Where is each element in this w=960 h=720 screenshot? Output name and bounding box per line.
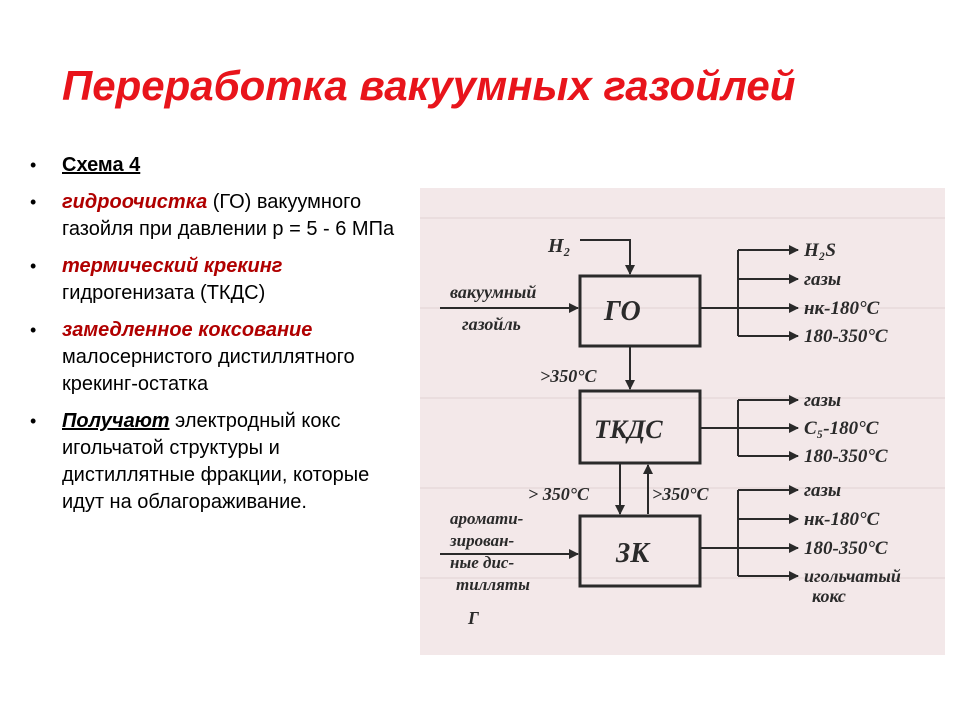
bullet-dot-icon: • [30,411,37,431]
tkds-out-gases: газы [804,390,842,411]
result-term: Получают [62,410,170,432]
h2-input-label: H₂ [548,235,571,257]
bullet-scheme [20,152,410,179]
bullet-cracking [20,253,410,307]
go-out-gases: газы [804,269,842,290]
go-out-h2s: H₂S [804,240,836,261]
bullet-dot-icon: • [30,155,37,175]
hydrotreating-term: гидроочистка [62,191,208,213]
bullet-dot-icon: • [30,192,37,212]
tkds-to-zk-label: > 350°C [528,484,589,504]
bullet-dot-icon: • [30,256,37,276]
zk-out-nk180: нк-180°C [804,509,880,530]
coking-text: малосернистого дистиллятного крекинг-остатка [62,346,355,395]
go-out-180-350: 180-350°C [804,326,888,347]
bullet-result [20,408,410,516]
result-text: электродный кокс игольчатой структуры и дистиллятные фракции, которые идут на облагораживание. [62,410,370,513]
cracking-text: гидрогенизата (ТКДС) [62,282,266,304]
hydrotreating-text: (ГО) вакуумного газойля при давлении р = 5 - 6 МПа [62,191,395,240]
arom-label-2: зирован- [450,531,515,550]
zk-out-needle: игольчатый [804,566,901,586]
bullet-coking [20,317,410,398]
feed-label-1: вакуумный [450,282,537,302]
process-diagram [420,188,945,655]
scheme-label: Схема 4 [62,154,141,176]
bullet-hydrotreating [20,189,410,243]
zk-out-coke: кокс [812,586,846,606]
box-go-label: ГО [604,296,641,327]
bullet-list [20,152,410,526]
arom-label-4: тилляты [456,575,530,594]
zk-to-tkds-label: >350°C [652,484,709,504]
arom-label-3: ные дис- [450,553,515,572]
zk-out-gases: газы [804,480,842,501]
slide-title: Переработка вакуумных газойлей [62,62,796,109]
box-zk-label: ЗК [616,538,650,569]
box-tkds-label: ТКДС [594,415,663,444]
tkds-out-c5-180: C₅-180°C [804,418,879,439]
cracking-term: термический крекинг [62,255,283,277]
feed-label-2: газойль [462,314,521,334]
zk-out-180-350: 180-350°C [804,538,888,559]
arom-label-1: аромати- [450,509,524,528]
process-diagram-svg [420,188,945,655]
tkds-out-180-350: 180-350°C [804,446,888,467]
go-out-nk180: нк-180°C [804,298,880,319]
bullet-dot-icon: • [30,320,37,340]
coking-term: замедленное коксование [62,319,313,341]
go-to-tkds-label: >350°C [540,366,597,386]
g-label: Г [468,608,479,628]
